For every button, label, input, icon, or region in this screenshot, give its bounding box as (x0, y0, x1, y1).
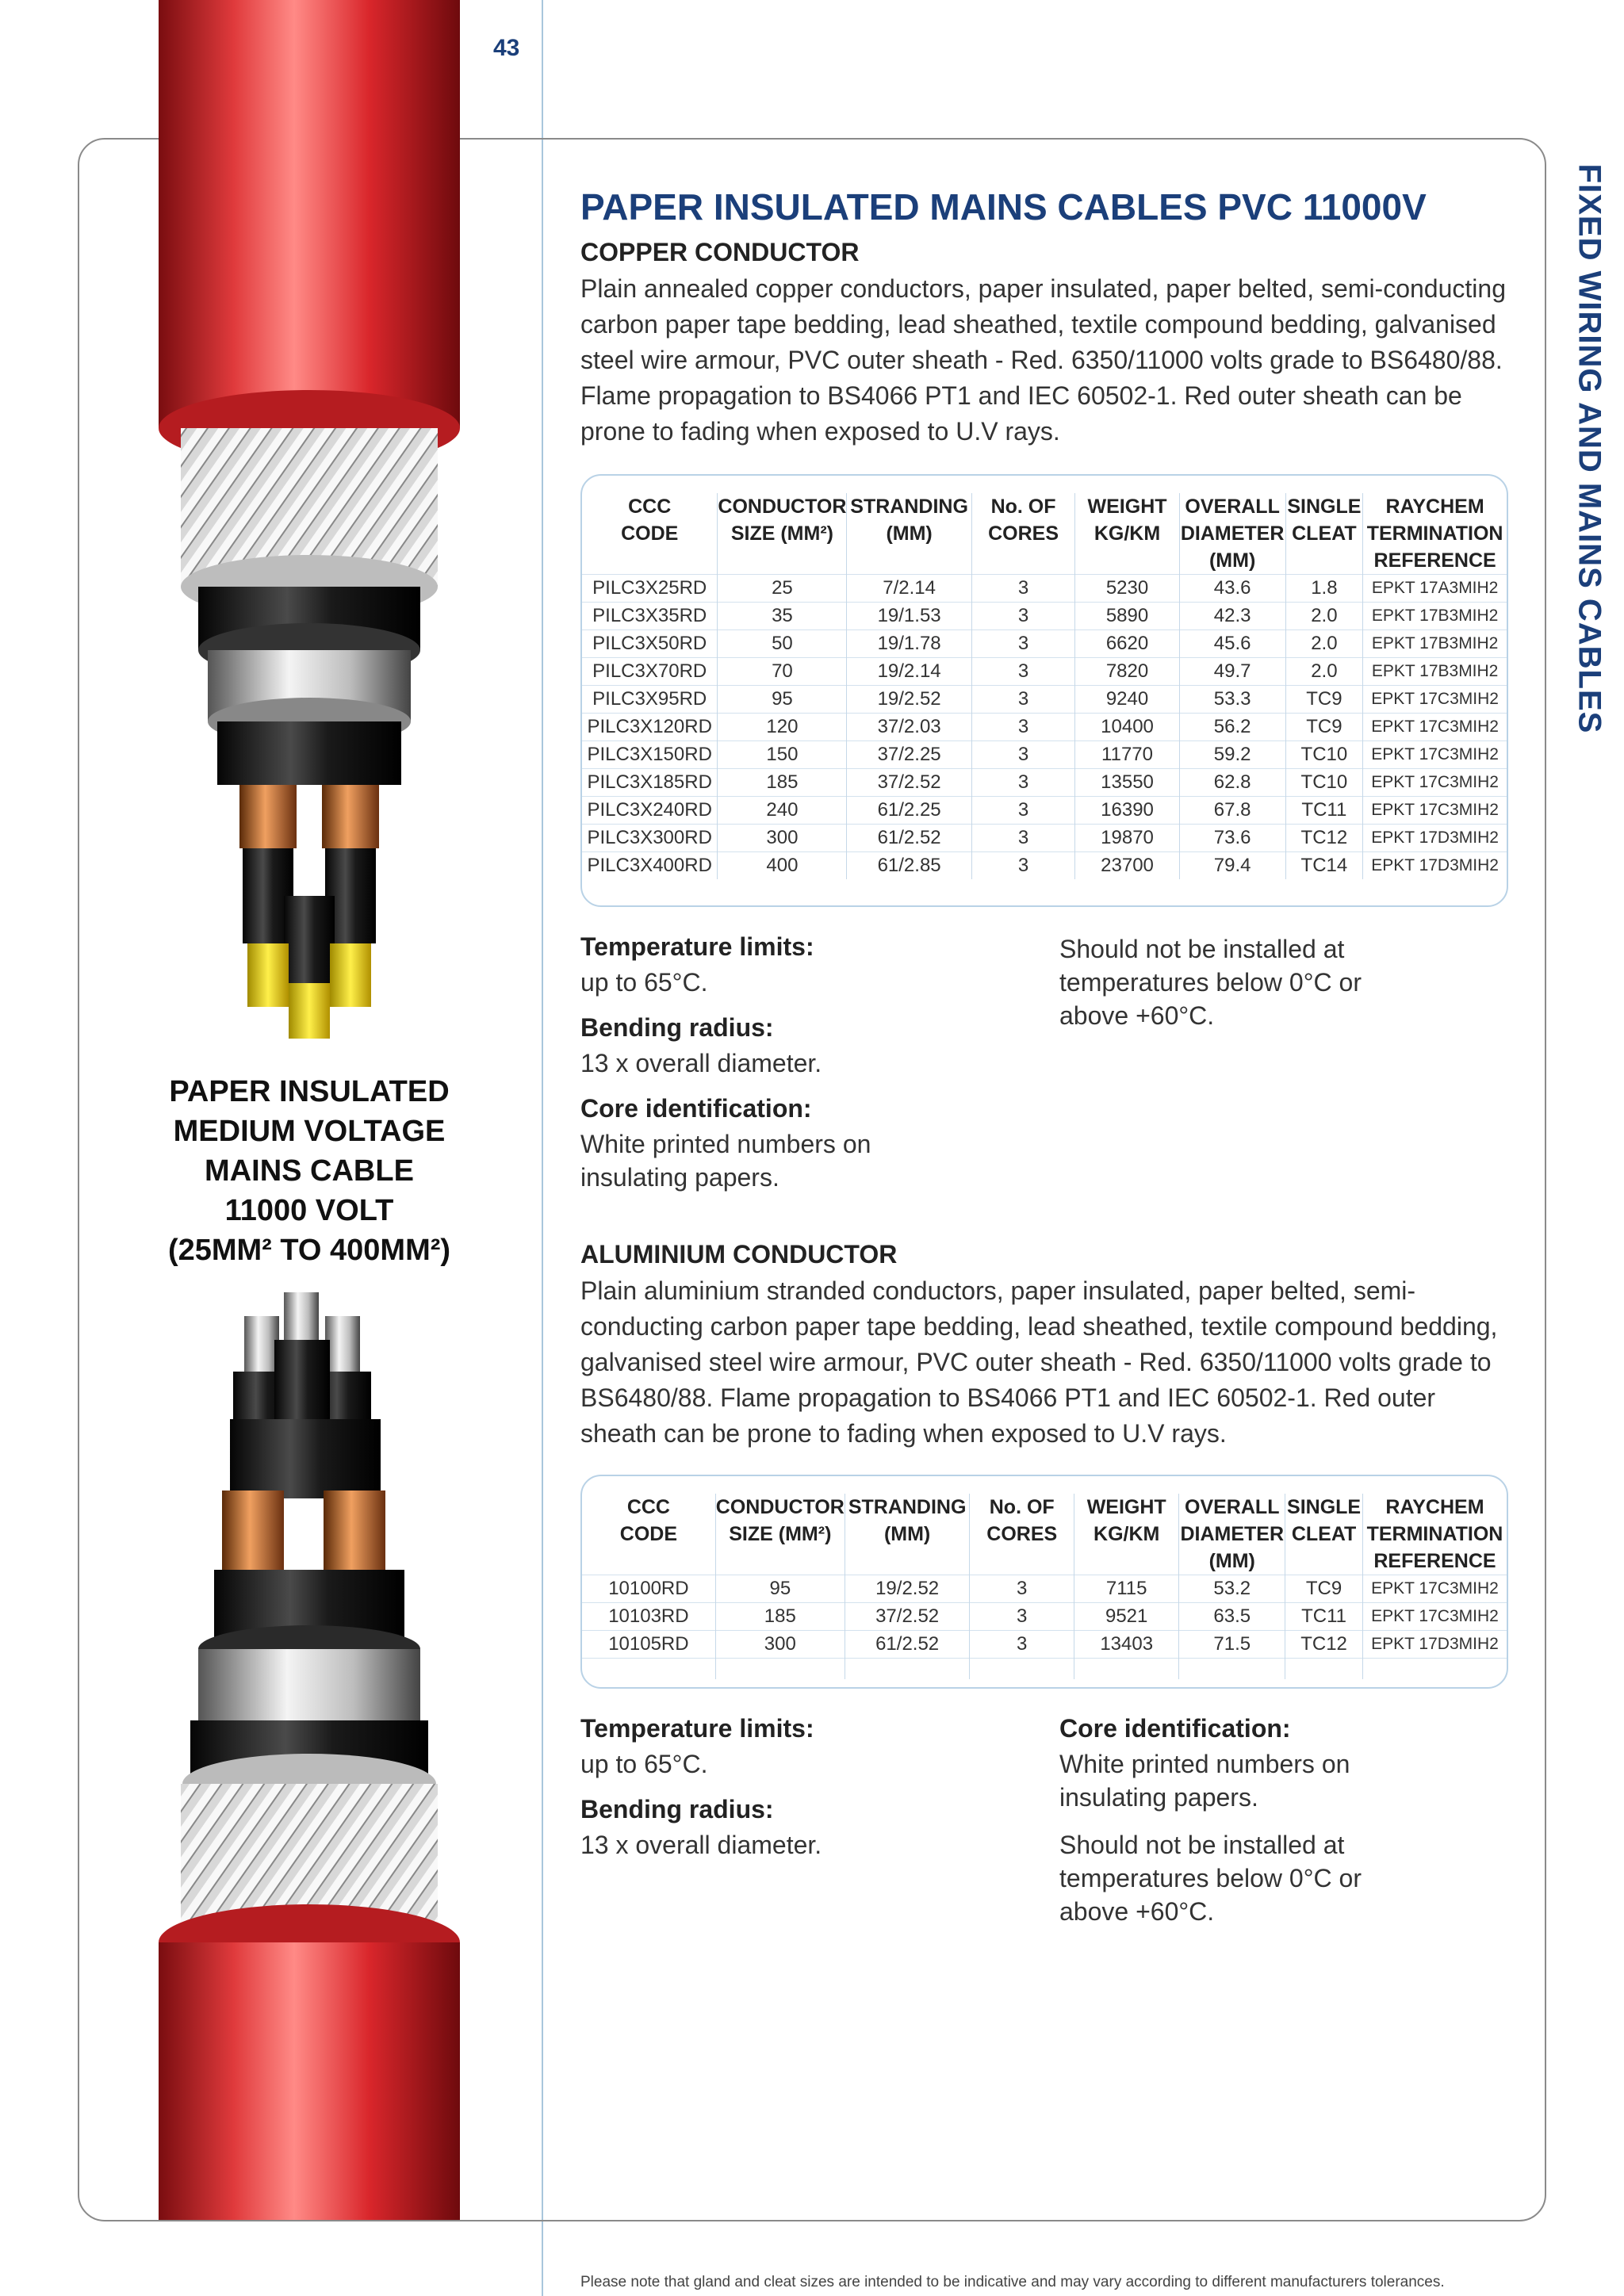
cell-raychem: EPKT 17D3MIH2 (1363, 825, 1507, 852)
cell-size: 25 (718, 575, 847, 603)
cell-size: 400 (718, 852, 847, 880)
cell-size: 50 (718, 630, 847, 658)
cell-raychem: EPKT 17C3MIH2 (1363, 714, 1507, 741)
cell-weight: 6620 (1075, 630, 1179, 658)
cell-cleat: TC9 (1285, 714, 1363, 741)
cell-diameter: 43.6 (1179, 575, 1285, 603)
footnote: Please note that gland and cleat sizes are intended to be indicative and may vary according to different manufacturers tolerances. (580, 2274, 1445, 2290)
cell-diameter: 53.2 (1179, 1575, 1285, 1603)
cell-stranding: 61/2.85 (847, 852, 971, 880)
header-weight: WEIGHT KG/KM (1074, 1494, 1179, 1575)
table-row (582, 686, 1507, 714)
aluminium-table (582, 1494, 1507, 1679)
cell-cleat: TC9 (1285, 1575, 1363, 1603)
aluminium-cable-illustration (135, 1284, 500, 2220)
cell-diameter: 62.8 (1179, 769, 1285, 797)
cell-weight: 16390 (1075, 797, 1179, 825)
copper-core-value: White printed numbers on insulating papers. (580, 1130, 871, 1192)
cell-cores: 3 (970, 1631, 1074, 1659)
cell-code: PILC3X25RD (582, 575, 718, 603)
header-conductor-size: CONDUCTOR SIZE (MM²) (715, 1494, 845, 1575)
cell-stranding: 37/2.52 (847, 769, 971, 797)
cell-diameter: 59.2 (1179, 741, 1285, 769)
cell-stranding: 37/2.52 (845, 1603, 970, 1631)
cell-cleat: TC14 (1285, 852, 1363, 880)
spacer-cell (845, 1659, 970, 1680)
header-ccc-code: CCC CODE (621, 496, 679, 545)
cell-stranding: 37/2.25 (847, 741, 971, 769)
cell-size: 95 (718, 686, 847, 714)
spacer-cell (1285, 1659, 1363, 1680)
cell-raychem: EPKT 17A3MIH2 (1363, 575, 1507, 603)
cell-weight: 5230 (1075, 575, 1179, 603)
cell-diameter: 71.5 (1179, 1631, 1285, 1659)
cell-code: 10100RD (582, 1575, 715, 1603)
cell-stranding: 19/2.14 (847, 658, 971, 686)
cell-cleat: TC12 (1285, 1631, 1363, 1659)
header-cleat: SINGLE CLEAT (1285, 1494, 1363, 1575)
cell-raychem: EPKT 17D3MIH2 (1363, 852, 1507, 880)
cell-cores: 3 (971, 603, 1075, 630)
cell-code: PILC3X120RD (582, 714, 718, 741)
cell-weight: 13403 (1074, 1631, 1179, 1659)
cell-code: PILC3X240RD (582, 797, 718, 825)
cell-raychem: EPKT 17B3MIH2 (1363, 658, 1507, 686)
copper-temperature-label: Temperature limits: (580, 932, 814, 961)
copper-core-label: Core identification: (580, 1094, 812, 1123)
cell-cleat: 2.0 (1285, 603, 1363, 630)
cell-cores: 3 (970, 1603, 1074, 1631)
cell-diameter: 56.2 (1179, 714, 1285, 741)
cell-raychem: EPKT 17B3MIH2 (1363, 603, 1507, 630)
product-caption (143, 1072, 476, 1270)
cell-raychem: EPKT 17C3MIH2 (1362, 1575, 1507, 1603)
cell-diameter: 53.3 (1179, 686, 1285, 714)
header-stranding: STRANDING (MM) (847, 493, 971, 575)
cell-weight: 10400 (1075, 714, 1179, 741)
cell-cleat: TC12 (1285, 825, 1363, 852)
caption-line: MEDIUM VOLTAGE (173, 1115, 446, 1148)
cell-diameter: 45.6 (1179, 630, 1285, 658)
cell-diameter: 49.7 (1179, 658, 1285, 686)
caption-line: MAINS CABLE (205, 1154, 414, 1188)
cell-size: 95 (715, 1575, 845, 1603)
spacer-cell (1179, 1659, 1285, 1680)
table-row (582, 825, 1507, 852)
table-row (582, 630, 1507, 658)
header-weight: WEIGHT KG/KM (1075, 493, 1179, 575)
cell-raychem: EPKT 17C3MIH2 (1362, 1603, 1507, 1631)
header-diameter: OVERALL DIAMETER (MM) (1179, 1494, 1285, 1575)
cell-diameter: 67.8 (1179, 797, 1285, 825)
header-raychem: RAYCHEM TERMINATION REFERENCE (1362, 1494, 1507, 1575)
header-diameter: OVERALL DIAMETER (MM) (1179, 493, 1285, 575)
cell-size: 120 (718, 714, 847, 741)
cell-cleat: TC9 (1285, 686, 1363, 714)
cell-weight: 9521 (1074, 1603, 1179, 1631)
cell-raychem: EPKT 17C3MIH2 (1363, 686, 1507, 714)
cell-weight: 13550 (1075, 769, 1179, 797)
cell-size: 240 (718, 797, 847, 825)
cell-cores: 3 (971, 797, 1075, 825)
cell-raychem: EPKT 17C3MIH2 (1363, 797, 1507, 825)
cell-cleat: 2.0 (1285, 630, 1363, 658)
cell-cleat: 2.0 (1285, 658, 1363, 686)
cell-cores: 3 (971, 741, 1075, 769)
cell-diameter: 79.4 (1179, 852, 1285, 880)
cell-stranding: 19/2.52 (845, 1575, 970, 1603)
cell-stranding: 61/2.52 (845, 1631, 970, 1659)
aluminium-bending-value: 13 x overall diameter. (580, 1831, 822, 1859)
cell-code: 10105RD (582, 1631, 715, 1659)
cell-code: PILC3X150RD (582, 741, 718, 769)
cell-cores: 3 (971, 825, 1075, 852)
copper-heading: COPPER CONDUCTOR (580, 238, 860, 266)
table-row (582, 852, 1507, 880)
cell-cores: 3 (971, 630, 1075, 658)
cell-stranding: 61/2.25 (847, 797, 971, 825)
spacer-cell (582, 1659, 715, 1680)
cell-weight: 7115 (1074, 1575, 1179, 1603)
cell-code: 10103RD (582, 1603, 715, 1631)
cell-stranding: 37/2.03 (847, 714, 971, 741)
header-ccc-code: CCC CODE (619, 1496, 678, 1545)
copper-bending-value: 13 x overall diameter. (580, 1049, 822, 1077)
cell-weight: 9240 (1075, 686, 1179, 714)
cell-weight: 5890 (1075, 603, 1179, 630)
aluminium-temperature-value: up to 65°C. (580, 1750, 708, 1778)
table-row (582, 658, 1507, 686)
copper-install-note: Should not be installed at temperatures below 0°C or above +60°C. (1059, 935, 1362, 1030)
cell-cores: 3 (971, 658, 1075, 686)
cell-size: 185 (718, 769, 847, 797)
cell-code: PILC3X70RD (582, 658, 718, 686)
cell-code: PILC3X50RD (582, 630, 718, 658)
cell-raychem: EPKT 17C3MIH2 (1363, 741, 1507, 769)
spacer-cell (1074, 1659, 1179, 1680)
header-conductor-size: CONDUCTOR SIZE (MM²) (718, 493, 847, 575)
cell-stranding: 19/2.52 (847, 686, 971, 714)
cell-code: PILC3X95RD (582, 686, 718, 714)
cell-size: 150 (718, 741, 847, 769)
cell-cores: 3 (971, 852, 1075, 880)
cell-weight: 7820 (1075, 658, 1179, 686)
cell-cores: 3 (971, 686, 1075, 714)
header-stranding: STRANDING (MM) (845, 1494, 970, 1575)
aluminium-core-label: Core identification: (1059, 1714, 1291, 1743)
header-cores: No. OF CORES (971, 493, 1075, 575)
cell-raychem: EPKT 17B3MIH2 (1363, 630, 1507, 658)
cell-cleat: TC10 (1285, 741, 1363, 769)
table-row (582, 1575, 1507, 1603)
cell-code: PILC3X35RD (582, 603, 718, 630)
cell-weight: 23700 (1075, 852, 1179, 880)
cell-raychem: EPKT 17D3MIH2 (1362, 1631, 1507, 1659)
header-cores: No. OF CORES (970, 1494, 1074, 1575)
aluminium-description: Plain aluminium stranded conductors, paper insulated, paper belted, semi-conducting carbon paper tape bedding, lead sheathed, textile compound bedding, galvanised steel wire armour, PVC outer sheath - Red. 6350/11000 volts grade to BS6480/88. Flame propagation to BS4066 PT1 and IEC 60502-1. Red outer sheath can be prone to fading when exposed to U.V rays. (580, 1276, 1498, 1448)
cell-cleat: TC11 (1285, 797, 1363, 825)
cell-size: 300 (715, 1631, 845, 1659)
table-row (582, 1631, 1507, 1659)
table-row (582, 769, 1507, 797)
cell-weight: 11770 (1075, 741, 1179, 769)
cell-code: PILC3X400RD (582, 852, 718, 880)
table-row (582, 1603, 1507, 1631)
copper-temperature-value: up to 65°C. (580, 968, 708, 997)
header-cleat: SINGLE CLEAT (1285, 493, 1363, 575)
page-title: PAPER INSULATED MAINS CABLES PVC 11000V (580, 186, 1427, 228)
caption-line: 11000 VOLT (224, 1194, 394, 1227)
table-row (582, 797, 1507, 825)
copper-spec-table (580, 474, 1508, 907)
aluminium-bending-label: Bending radius: (580, 1795, 774, 1823)
cell-stranding: 61/2.52 (847, 825, 971, 852)
table-row (582, 741, 1507, 769)
cell-code: PILC3X300RD (582, 825, 718, 852)
table-row (582, 714, 1507, 741)
cell-cores: 3 (971, 714, 1075, 741)
aluminium-temperature-label: Temperature limits: (580, 1714, 814, 1743)
cell-size: 35 (718, 603, 847, 630)
aluminium-core-value: White printed numbers on insulating papers. (1059, 1750, 1350, 1812)
aluminium-install-note: Should not be installed at temperatures below 0°C or above +60°C. (1059, 1831, 1362, 1926)
cell-diameter: 63.5 (1179, 1603, 1285, 1631)
cell-diameter: 42.3 (1179, 603, 1285, 630)
aluminium-spec-table (580, 1475, 1508, 1689)
spacer-cell (715, 1659, 845, 1680)
copper-bending-label: Bending radius: (580, 1013, 774, 1042)
cell-code: PILC3X185RD (582, 769, 718, 797)
cell-size: 70 (718, 658, 847, 686)
copper-table (582, 493, 1507, 879)
page-number: 43 (493, 35, 520, 61)
cell-stranding: 19/1.53 (847, 603, 971, 630)
cell-size: 300 (718, 825, 847, 852)
header-raychem: RAYCHEM TERMINATION REFERENCE (1363, 493, 1507, 575)
cell-diameter: 73.6 (1179, 825, 1285, 852)
cell-raychem: EPKT 17C3MIH2 (1363, 769, 1507, 797)
spacer-cell (1362, 1659, 1507, 1680)
caption-line: (25MM² TO 400MM²) (167, 1234, 451, 1267)
table-row (582, 603, 1507, 630)
table-spacer-row (582, 1659, 1507, 1680)
cell-stranding: 19/1.78 (847, 630, 971, 658)
cell-cleat: TC11 (1285, 1603, 1363, 1631)
copper-description: Plain annealed copper conductors, paper insulated, paper belted, semi-conducting carbon paper tape bedding, lead sheathed, textile compound bedding, galvanised steel wire armour, PVC outer sheath - Red. 6350/11000 volts grade to BS6480/88. Flame propagation to BS4066 PT1 and IEC 60502-1. Red outer sheath can be prone to fading when exposed to U.V rays. (580, 274, 1506, 446)
aluminium-heading: ALUMINIUM CONDUCTOR (580, 1240, 898, 1269)
copper-cable-illustration (135, 0, 500, 1039)
side-section-title (1565, 140, 1613, 758)
cell-cleat: TC10 (1285, 769, 1363, 797)
cell-cores: 3 (971, 575, 1075, 603)
cell-size: 185 (715, 1603, 845, 1631)
caption-line: PAPER INSULATED (169, 1075, 450, 1108)
spacer-cell (970, 1659, 1074, 1680)
cell-cleat: 1.8 (1285, 575, 1363, 603)
cell-stranding: 7/2.14 (847, 575, 971, 603)
side-title-text: FIXED WIRING AND MAINS CABLES (1572, 163, 1607, 734)
cell-cores: 3 (970, 1575, 1074, 1603)
table-row (582, 575, 1507, 603)
cell-weight: 19870 (1075, 825, 1179, 852)
cell-cores: 3 (971, 769, 1075, 797)
